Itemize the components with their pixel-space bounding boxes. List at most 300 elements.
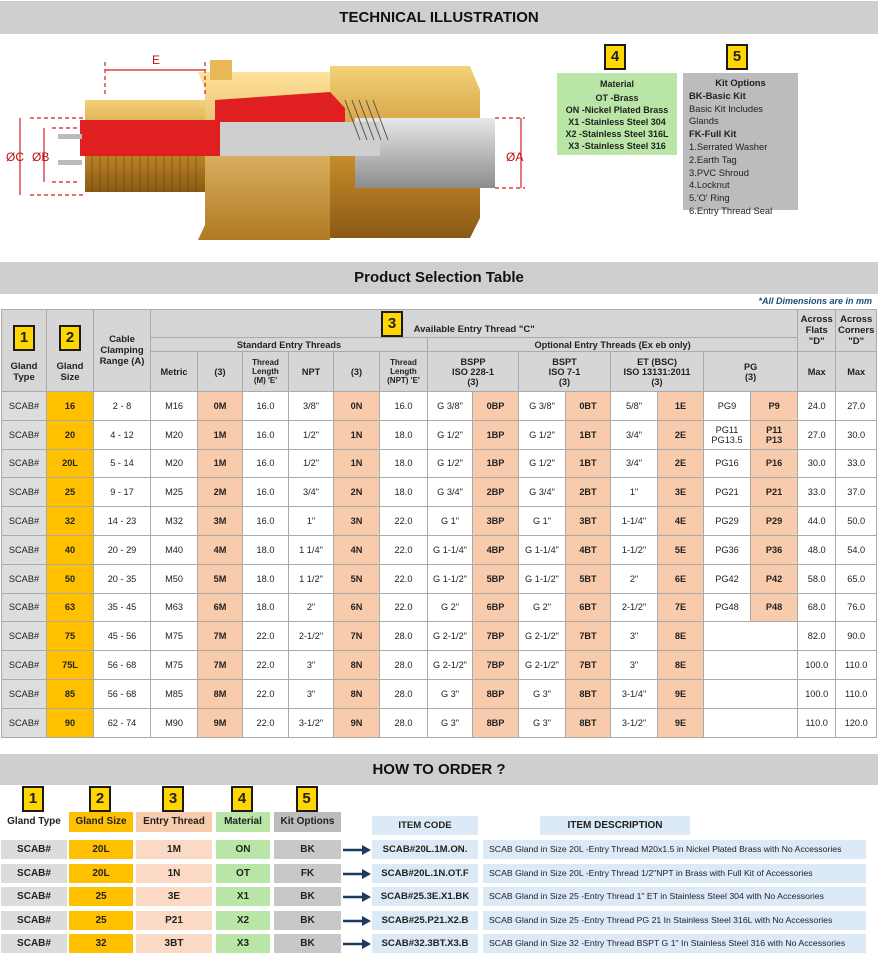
table-cell: 0M — [198, 392, 243, 421]
table-cell: 1M — [198, 449, 243, 478]
table-cell: 1E — [658, 392, 704, 421]
order-cell-size: 20L — [69, 864, 133, 883]
table-cell: 3/4" — [289, 478, 334, 507]
table-cell: 4M — [198, 535, 243, 564]
table-cell: 7BT — [566, 622, 611, 651]
table-cell: SCAB# — [2, 679, 47, 708]
dimensions-note: *All Dimensions are in mm — [758, 296, 872, 306]
table-cell: 3" — [611, 622, 658, 651]
table-cell: G 3/4" — [428, 478, 473, 507]
table-cell: SCAB# — [2, 708, 47, 737]
kit-full-item: 6.Entry Thread Seal — [689, 204, 773, 216]
kit-full-item: 1.Serrated Washer — [689, 140, 768, 152]
kit-full-item: 4.Locknut — [689, 179, 730, 191]
table-cell: G 1/2" — [428, 420, 473, 449]
material-item: ON -Nickel Plated Brass — [565, 105, 669, 115]
table-cell: 6BP — [473, 593, 519, 622]
table-cell: P48 — [751, 593, 798, 622]
table-cell: 1BP — [473, 420, 519, 449]
table-cell: 18.0 — [243, 564, 289, 593]
table-cell: G 1-1/4" — [428, 535, 473, 564]
table-cell: PG21 — [704, 478, 751, 507]
kit-number-badge: 5 — [726, 44, 748, 70]
table-cell: 4BP — [473, 535, 519, 564]
product-selection-table — [1, 309, 877, 738]
table-cell: 7BP — [473, 622, 519, 651]
item-code: SCAB#25.3E.X1.BK — [372, 887, 478, 906]
header-thread-length-npt: Thread Length (NPT) 'E' — [380, 352, 428, 392]
order-cell-kit: BK — [274, 840, 341, 859]
table-cell: 27.0 — [798, 420, 836, 449]
table-cell: 75L — [47, 651, 94, 680]
header-bspt: BSPT ISO 7-1 (3) — [519, 352, 611, 392]
table-cell: M20 — [151, 449, 198, 478]
table-cell: PG9 — [704, 392, 751, 421]
table-cell: M50 — [151, 564, 198, 593]
table-cell: 76.0 — [836, 593, 877, 622]
table-cell: G 1-1/2" — [428, 564, 473, 593]
table-cell: P9 — [751, 392, 798, 421]
table-cell: 3/4" — [611, 420, 658, 449]
table-cell: PG48 — [704, 593, 751, 622]
table-cell: SCAB# — [2, 535, 47, 564]
table-cell: PG16 — [704, 449, 751, 478]
table-cell: 22.0 — [243, 679, 289, 708]
table-cell: M32 — [151, 507, 198, 536]
order-cell-kit: BK — [274, 911, 341, 930]
kit-full-item: 2.Earth Tag — [689, 153, 737, 165]
table-cell: SCAB# — [2, 564, 47, 593]
table-cell: 22.0 — [243, 708, 289, 737]
table-cell: 90.0 — [836, 622, 877, 651]
table-cell: G 3/8" — [519, 392, 566, 421]
table-cell: M90 — [151, 708, 198, 737]
table-cell: 44.0 — [798, 507, 836, 536]
arrow-right-icon — [343, 869, 371, 879]
table-cell: 16.0 — [243, 478, 289, 507]
order-cell-type: SCAB# — [1, 934, 67, 953]
arrow-right-icon — [343, 939, 371, 949]
table-cell: 9 - 17 — [94, 478, 151, 507]
kit-full-title: FK-Full Kit — [689, 128, 737, 140]
table-cell: 1N — [334, 420, 380, 449]
table-cell: 8BP — [473, 708, 519, 737]
table-cell: 9M — [198, 708, 243, 737]
table-cell: 50.0 — [836, 507, 877, 536]
table-cell: 8N — [334, 651, 380, 680]
table-cell: 1BT — [566, 449, 611, 478]
table-cell: 33.0 — [836, 449, 877, 478]
table-cell: 28.0 — [380, 708, 428, 737]
item-code: SCAB#20L.1N.OT.F — [372, 864, 478, 883]
order-cell-material: ON — [216, 840, 270, 859]
item-description: SCAB Gland in Size 20L -Entry Thread M20x1.5 in Nickel Plated Brass with No Accessories — [483, 840, 866, 859]
material-item: OT -Brass — [595, 93, 639, 103]
item-description-header: ITEM DESCRIPTION — [540, 816, 690, 835]
table-cell: 5BP — [473, 564, 519, 593]
table-cell: 1/2" — [289, 449, 334, 478]
table-row — [2, 708, 877, 737]
table-cell: 30.0 — [798, 449, 836, 478]
table-cell: 8BT — [566, 679, 611, 708]
table-cell: 48.0 — [798, 535, 836, 564]
table-cell: P21 — [751, 478, 798, 507]
header-corners-max: Max — [836, 352, 877, 392]
table-cell: 3N — [334, 507, 380, 536]
table-cell: 3-1/4" — [611, 679, 658, 708]
header-et: ET (BSC) ISO 13131:2011 (3) — [611, 352, 704, 392]
order-cell-material: X1 — [216, 887, 270, 906]
table-cell: PG29 — [704, 507, 751, 536]
order-number-badge: 2 — [89, 786, 111, 812]
table-cell: 7BP — [473, 651, 519, 680]
table-cell: 28.0 — [380, 622, 428, 651]
item-description: SCAB Gland in Size 32 -Entry Thread BSPT G 1" In Stainless Steel 316 with No Accessories — [483, 934, 866, 953]
table-cell: 3" — [289, 651, 334, 680]
table-cell: 1BT — [566, 420, 611, 449]
table-cell: 50 — [47, 564, 94, 593]
table-cell: 22.0 — [380, 507, 428, 536]
table-cell: 90 — [47, 708, 94, 737]
table-cell: 32 — [47, 507, 94, 536]
selection-title-bar: Product Selection Table — [0, 262, 878, 294]
table-cell: 20 - 29 — [94, 535, 151, 564]
table-cell: SCAB# — [2, 392, 47, 421]
table-cell: 1N — [334, 449, 380, 478]
item-code: SCAB#32.3BT.X3.B — [372, 934, 478, 953]
table-row — [2, 564, 877, 593]
table-cell: G 1/2" — [519, 420, 566, 449]
order-number-badge: 1 — [22, 786, 44, 812]
header-metric: Metric — [151, 352, 198, 392]
illustration-title-bar: TECHNICAL ILLUSTRATION — [0, 1, 878, 34]
table-cell: 4 - 12 — [94, 420, 151, 449]
material-legend-title: Material — [599, 79, 634, 89]
order-number-badge: 4 — [231, 786, 253, 812]
table-cell: 25 — [47, 478, 94, 507]
table-row — [2, 507, 877, 536]
table-cell: 40 — [47, 535, 94, 564]
table-cell: 35 - 45 — [94, 593, 151, 622]
kit-basic-title: BK-Basic Kit — [689, 89, 746, 101]
dimension-a-label: ØA — [506, 150, 524, 164]
table-cell: G 1/2" — [519, 449, 566, 478]
order-header-kit: Kit Options — [274, 812, 341, 832]
table-cell: M20 — [151, 420, 198, 449]
order-header-material: Material — [216, 812, 270, 832]
table-cell: 8M — [198, 679, 243, 708]
table-cell: 8N — [334, 679, 380, 708]
item-description: SCAB Gland in Size 25 -Entry Thread PG 21 In Stainless Steel 316L with No Accessories — [483, 911, 866, 930]
kit-options-legend — [683, 73, 798, 216]
table-cell: 24.0 — [798, 392, 836, 421]
table-cell: G 3/8" — [428, 392, 473, 421]
table-row — [2, 593, 877, 622]
header-across-corners: Across Corners "D" — [836, 310, 877, 352]
item-code-header: ITEM CODE — [372, 816, 478, 835]
order-cell-type: SCAB# — [1, 911, 67, 930]
header-thread-length-m: Thread Length (M) 'E' — [243, 352, 289, 392]
table-cell: 6N — [334, 593, 380, 622]
header-clamping-range: Cable Clamping Range (A) — [94, 310, 151, 392]
table-cell: 20L — [47, 449, 94, 478]
table-cell: 3E — [658, 478, 704, 507]
table-cell: 8BP — [473, 679, 519, 708]
table-cell: 3BP — [473, 507, 519, 536]
table-cell: 0BT — [566, 392, 611, 421]
table-cell: 2M — [198, 478, 243, 507]
table-cell: M63 — [151, 593, 198, 622]
table-cell: 100.0 — [798, 679, 836, 708]
table-cell: 3" — [611, 651, 658, 680]
table-cell: 7N — [334, 622, 380, 651]
table-cell — [704, 708, 798, 737]
table-row — [2, 420, 877, 449]
table-cell: G 2-1/2" — [519, 622, 566, 651]
table-cell: SCAB# — [2, 420, 47, 449]
table-cell: 7M — [198, 622, 243, 651]
header-npt: NPT — [289, 352, 334, 392]
item-description: SCAB Gland in Size 25 -Entry Thread 1" ET in Stainless Steel 304 with No Accessories — [483, 887, 866, 906]
table-cell: 4BT — [566, 535, 611, 564]
order-cell-kit: FK — [274, 864, 341, 883]
table-cell: 7M — [198, 651, 243, 680]
table-cell: G 2" — [428, 593, 473, 622]
entry-thread-number-badge: 3 — [381, 311, 403, 337]
table-cell: SCAB# — [2, 507, 47, 536]
order-header-thread: Entry Thread — [136, 812, 212, 832]
table-cell: 45 - 56 — [94, 622, 151, 651]
header-across-flats: Across Flats "D" — [798, 310, 836, 352]
header-pg: PG (3) — [704, 352, 798, 392]
table-cell: 0N — [334, 392, 380, 421]
material-item: X3 -Stainless Steel 316 — [568, 141, 666, 151]
table-row — [2, 392, 877, 421]
order-cell-kit: BK — [274, 934, 341, 953]
table-cell: 110.0 — [836, 651, 877, 680]
item-description: SCAB Gland in Size 20L -Entry Thread 1/2"NPT in Brass with Full Kit of Accessories — [483, 864, 866, 883]
table-cell: 18.0 — [243, 593, 289, 622]
order-cell-thread: 1N — [136, 864, 212, 883]
table-cell — [704, 651, 798, 680]
table-cell: G 1-1/4" — [519, 535, 566, 564]
kit-options-title: Kit Options — [715, 77, 766, 88]
table-cell: 14 - 23 — [94, 507, 151, 536]
table-cell: P11 P13 — [751, 420, 798, 449]
table-cell: 6BT — [566, 593, 611, 622]
table-cell: 5 - 14 — [94, 449, 151, 478]
table-cell: G 2-1/2" — [519, 651, 566, 680]
table-cell: G 3" — [428, 679, 473, 708]
table-cell: 18.0 — [380, 420, 428, 449]
order-cell-thread: 1M — [136, 840, 212, 859]
table-row — [2, 679, 877, 708]
table-cell: 18.0 — [380, 449, 428, 478]
table-cell: G 1" — [519, 507, 566, 536]
order-number-badge: 5 — [296, 786, 318, 812]
table-cell: G 3" — [428, 708, 473, 737]
table-cell: 1/2" — [289, 420, 334, 449]
header-npt-code: (3) — [334, 352, 380, 392]
table-cell: 110.0 — [836, 679, 877, 708]
table-cell: 8BT — [566, 708, 611, 737]
table-row — [2, 449, 877, 478]
table-row — [2, 622, 877, 651]
table-cell: 82.0 — [798, 622, 836, 651]
table-cell: M16 — [151, 392, 198, 421]
table-cell: 58.0 — [798, 564, 836, 593]
order-cell-type: SCAB# — [1, 840, 67, 859]
table-cell: 9N — [334, 708, 380, 737]
material-number-badge: 4 — [604, 44, 626, 70]
table-cell: 2E — [658, 449, 704, 478]
table-cell: 22.0 — [243, 651, 289, 680]
table-cell — [704, 679, 798, 708]
table-cell: G 1/2" — [428, 449, 473, 478]
table-cell: 100.0 — [798, 651, 836, 680]
table-cell: 3M — [198, 507, 243, 536]
table-cell: 2" — [611, 564, 658, 593]
table-cell: 68.0 — [798, 593, 836, 622]
arrow-right-icon — [343, 916, 371, 926]
table-cell: G 3/4" — [519, 478, 566, 507]
dimension-e-label: E — [152, 53, 161, 67]
table-cell: 6M — [198, 593, 243, 622]
table-cell: PG11 PG13.5 — [704, 420, 751, 449]
material-item: X2 -Stainless Steel 316L — [565, 129, 669, 139]
table-cell: 8E — [658, 651, 704, 680]
table-cell: 63 — [47, 593, 94, 622]
table-cell: 37.0 — [836, 478, 877, 507]
table-cell: 1 1/4" — [289, 535, 334, 564]
header-optional-threads: Optional Entry Threads (Ex eb only) — [428, 338, 798, 352]
header-flats-max: Max — [798, 352, 836, 392]
table-cell: P36 — [751, 535, 798, 564]
table-cell: 1" — [611, 478, 658, 507]
table-cell: SCAB# — [2, 622, 47, 651]
table-cell: 20 - 35 — [94, 564, 151, 593]
table-cell: G 2" — [519, 593, 566, 622]
order-cell-thread: 3BT — [136, 934, 212, 953]
table-cell: 2N — [334, 478, 380, 507]
table-cell: 54.0 — [836, 535, 877, 564]
table-cell: 9E — [658, 708, 704, 737]
table-cell: 16.0 — [243, 392, 289, 421]
order-cell-material: X2 — [216, 911, 270, 930]
gland-size-number-badge: 2 — [59, 325, 81, 351]
header-gland-size: Gland Size — [56, 361, 84, 383]
header-bspp: BSPP ISO 228-1 (3) — [428, 352, 519, 392]
table-cell: 22.0 — [380, 564, 428, 593]
table-cell: 110.0 — [798, 708, 836, 737]
item-code: SCAB#25.P21.X2.B — [372, 911, 478, 930]
table-cell: 16 — [47, 392, 94, 421]
table-cell: G 2-1/2" — [428, 651, 473, 680]
kit-basic-desc: Basic Kit Includes Glands — [689, 102, 763, 127]
table-cell: 2E — [658, 420, 704, 449]
table-cell: 3/4" — [611, 449, 658, 478]
table-cell: 16.0 — [243, 449, 289, 478]
table-cell: 2BP — [473, 478, 519, 507]
table-cell: G 1-1/2" — [519, 564, 566, 593]
table-cell: 5M — [198, 564, 243, 593]
arrow-right-icon — [343, 845, 371, 855]
table-cell: 2" — [289, 593, 334, 622]
order-number-badge: 3 — [162, 786, 184, 812]
table-cell: SCAB# — [2, 593, 47, 622]
table-cell: 1-1/4" — [611, 507, 658, 536]
dimension-b-label: ØB — [32, 150, 50, 164]
table-row — [2, 651, 877, 680]
table-cell: 3-1/2" — [289, 708, 334, 737]
table-cell: 28.0 — [380, 679, 428, 708]
table-cell: G 3" — [519, 708, 566, 737]
table-cell: 33.0 — [798, 478, 836, 507]
table-cell: SCAB# — [2, 478, 47, 507]
table-cell: M40 — [151, 535, 198, 564]
table-cell: 5/8" — [611, 392, 658, 421]
table-cell: 28.0 — [380, 651, 428, 680]
table-cell: 22.0 — [380, 593, 428, 622]
table-cell: 56 - 68 — [94, 651, 151, 680]
table-cell: M85 — [151, 679, 198, 708]
gland-type-number-badge: 1 — [13, 325, 35, 351]
table-cell: 2-1/2" — [611, 593, 658, 622]
order-cell-thread: P21 — [136, 911, 212, 930]
table-cell: 3-1/2" — [611, 708, 658, 737]
table-cell: SCAB# — [2, 449, 47, 478]
table-cell: 1M — [198, 420, 243, 449]
table-cell: 0BP — [473, 392, 519, 421]
table-cell: 120.0 — [836, 708, 877, 737]
table-cell: 4N — [334, 535, 380, 564]
table-cell: G 3" — [519, 679, 566, 708]
table-cell: 5E — [658, 535, 704, 564]
order-cell-material: OT — [216, 864, 270, 883]
table-cell: SCAB# — [2, 651, 47, 680]
header-metric-code: (3) — [198, 352, 243, 392]
order-cell-size: 20L — [69, 840, 133, 859]
table-cell: 85 — [47, 679, 94, 708]
order-cell-thread: 3E — [136, 887, 212, 906]
table-cell: 2 - 8 — [94, 392, 151, 421]
table-cell: 2BT — [566, 478, 611, 507]
table-cell: 1" — [289, 507, 334, 536]
order-title-bar: HOW TO ORDER ? — [0, 754, 878, 785]
table-cell: 3BT — [566, 507, 611, 536]
table-row — [2, 535, 877, 564]
header-standard-threads: Standard Entry Threads — [151, 338, 428, 352]
table-cell: 27.0 — [836, 392, 877, 421]
table-cell: M75 — [151, 622, 198, 651]
table-cell: 6E — [658, 564, 704, 593]
order-cell-kit: BK — [274, 887, 341, 906]
table-cell: 16.0 — [243, 507, 289, 536]
kit-full-item: 5.'O' Ring — [689, 192, 730, 204]
material-legend — [557, 73, 677, 155]
arrow-right-icon — [343, 892, 371, 902]
table-cell: 22.0 — [243, 622, 289, 651]
table-cell: 4E — [658, 507, 704, 536]
table-cell: PG36 — [704, 535, 751, 564]
order-cell-material: X3 — [216, 934, 270, 953]
table-cell: 56 - 68 — [94, 679, 151, 708]
table-cell: 16.0 — [380, 392, 428, 421]
table-cell: 1-1/2" — [611, 535, 658, 564]
table-cell: 2-1/2" — [289, 622, 334, 651]
table-cell: 75 — [47, 622, 94, 651]
table-row — [2, 478, 877, 507]
